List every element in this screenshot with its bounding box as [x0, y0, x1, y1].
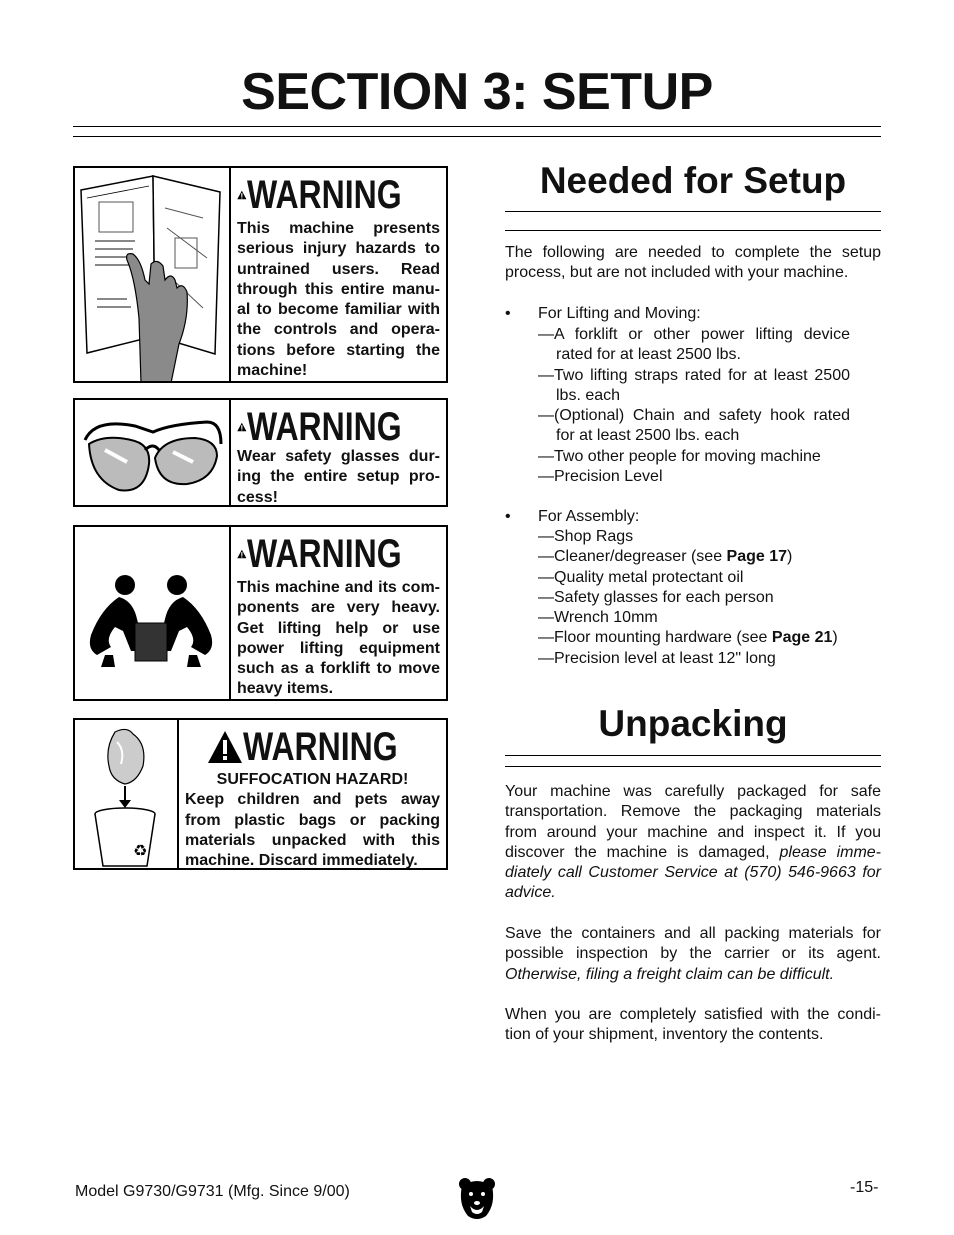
warning-label: WARNING [246, 173, 402, 217]
two-person-lift-icon [75, 527, 231, 699]
title-rule-top [73, 126, 881, 127]
manual-reading-icon [75, 168, 231, 381]
warning-text: Wear safety glasses dur-ing the entire setup pro-cess! [237, 448, 440, 506]
warning-triangle-icon [237, 410, 247, 444]
warning-triangle-icon [237, 537, 247, 571]
unpacking-heading: Unpacking [598, 703, 788, 744]
warning-text: Keep children and pets away from plastic bags or packing materials unpacked with this machine. Discard immediately. [185, 791, 440, 870]
list-item: —Floor mounting hardware (see Page 21) [538, 629, 838, 647]
list-item: —Two lifting straps rated for at least 2500 lbs. each [538, 366, 850, 404]
list-item: —A forklift or other power lifting device rated for at least 2500 lbs. [538, 326, 850, 364]
bullet-assembly: • [505, 508, 511, 525]
list-item: —Two other people for moving machine [538, 447, 821, 465]
plastic-bag-trash-icon [75, 720, 179, 868]
assembly-list [538, 527, 850, 669]
lifting-list [538, 325, 850, 487]
bullet-lifting: • [505, 305, 511, 322]
page-number: -15- [850, 1179, 879, 1196]
unpacking-paragraph-2: Save the containers and all packing materials for possible inspection by the carrier or its agent. Otherwise, filing a freight claim can be difficult. [505, 925, 881, 983]
list-item: —Precision Level [538, 468, 663, 486]
list-item: —Wrench 10mm [538, 609, 658, 627]
list-item: —Shop Rags [538, 528, 634, 545]
assembly-label: For Assembly: [538, 508, 640, 525]
warning-text: This machine presents serious injury hazards to untrained users. Read through this entire manu-al to become familiar with the controls and opera-tions before starting the machine! [237, 220, 440, 380]
warning-triangle-icon [207, 730, 243, 764]
needed-rule-top [505, 211, 881, 212]
list-item: —Precision level at least 12" long [538, 649, 776, 667]
page-ref: Page 17 [726, 548, 788, 566]
warning-label: WARNING [246, 405, 402, 449]
needed-intro: The following are needed to complete the setup process, but are not included with your machine. [505, 244, 881, 282]
warning-text: This machine and its com-ponents are very heavy. Get lifting help or use power lifting equipment such as a forklift to move heavy items. [237, 579, 440, 698]
needed-rule-bottom [505, 230, 881, 231]
svg-text:♻: ♻ [133, 841, 148, 860]
page-ref: Page 21 [771, 629, 833, 647]
footer-model: Model G9730/G9731 (Mfg. Since 9/00) [75, 1183, 350, 1200]
warning-subtitle: SUFFOCATION HAZARD! [216, 771, 409, 788]
list-item: —Quality metal protectant oil [538, 568, 744, 586]
needed-heading: Needed for Setup [539, 160, 847, 201]
page-title: SECTION 3: SETUP [241, 63, 713, 121]
unpacking-paragraph-1: Your machine was carefully packaged for safe transportation. Remove the packaging materials from around your machine and inspect it. If you discover the machine is damaged, please imme-diately call Customer Service at (570) 546-9663 for advice. [505, 783, 881, 902]
warning-label: WARNING [246, 532, 402, 576]
safety-glasses-icon [75, 400, 231, 505]
warning-box-manual [73, 166, 448, 383]
unpacking-rule-bottom [505, 766, 881, 767]
title-rule-bottom [73, 136, 881, 137]
lifting-label: For Lifting and Moving: [538, 305, 701, 322]
grizzly-bear-logo-icon [458, 1176, 496, 1222]
list-item: —Safety glasses for each person [538, 588, 774, 606]
unpacking-paragraph-3: When you are completely satisfied with the condi-tion of your shipment, inventory the contents. [505, 1006, 881, 1044]
list-item: —Cleaner/degreaser (see Page 17) [538, 548, 793, 566]
unpacking-rule-top [505, 755, 881, 756]
warning-box-glasses [73, 398, 448, 507]
warning-box-suffocation [73, 718, 448, 870]
warning-label: WARNING [243, 725, 398, 769]
list-item: —(Optional) Chain and safety hook rated for at least 2500 lbs. each [538, 407, 850, 445]
warning-triangle-icon [237, 178, 247, 212]
warning-box-heavy [73, 525, 448, 701]
